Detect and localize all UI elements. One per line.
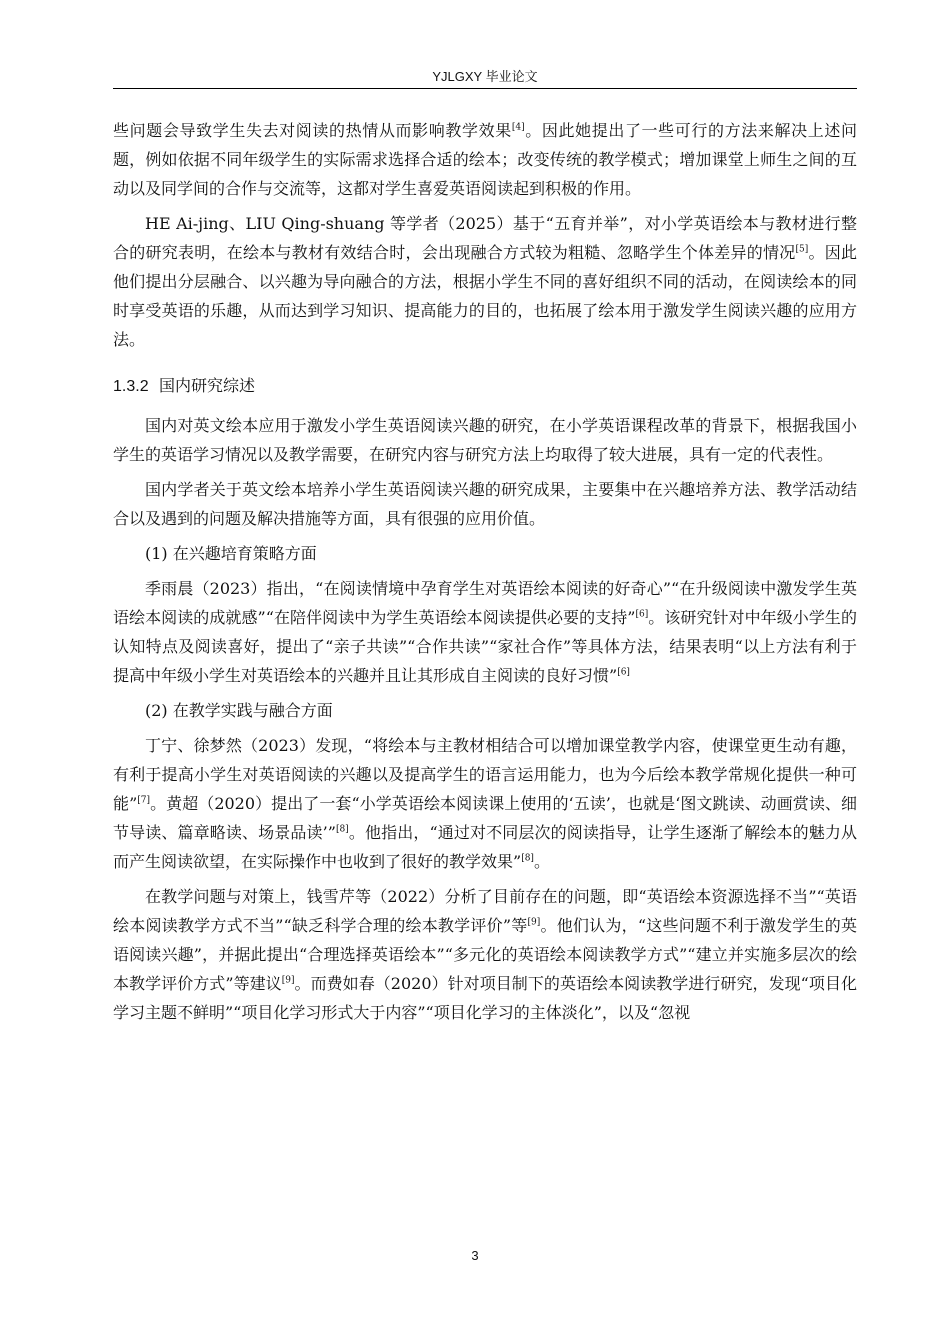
citation-ref: [8] xyxy=(521,853,534,864)
paragraph-text: 国内学者关于英文绘本培养小学生英语阅读兴趣的研究成果，主要集中在兴趣培养方法、教学活动结合以及遇到的问题及解决措施等方面，具有很强的应用价值。 xyxy=(113,480,857,528)
citation-ref: [9] xyxy=(527,917,541,928)
header-divider xyxy=(113,88,857,89)
citation-ref: [9] xyxy=(281,975,295,986)
paragraph-text: (2) 在教学实践与融合方面 xyxy=(145,701,333,720)
citation-ref: [7] xyxy=(137,795,150,806)
intro-paragraphs xyxy=(113,116,857,354)
paragraph-text: 在教学问题与对策上，钱雪芹等（2022）分析了目前存在的问题，即“英语绘本资源选择不当”“英语绘本阅读教学方式不当”“缺乏科学合理的绘本教学评价”等 xyxy=(113,887,857,935)
paragraph-text: 丁宁、徐梦然（2023）发现，“将绘本与主教材相结合可以增加课堂教学内容，使课堂更生动有趣，有利于提高小学生对英语阅读的兴趣以及提高学生的语言运用能力，也为今后绘本教学常规化提供一种可能” xyxy=(113,736,857,813)
paragraph-p5 xyxy=(113,539,857,568)
paragraph-text: 。黄超（2020）提出了一套“小学英语绘本阅读课上使用的‘五读’，也就是‘图文跳读、动画赏读、细节导读、篇章略读、场景品读’” xyxy=(113,794,857,842)
section-number: 1.3.2 xyxy=(113,378,149,395)
section-title: 国内研究综述 xyxy=(159,378,256,395)
paragraph-text: 。因此她提出了一些可行的方法来解决上述问题，例如依据不同年级学生的实际需求选择合适的绘本；改变传统的教学模式；增加课堂上师生之间的互动以及同学间的合作与交流等，这都对学生喜爱英语阅读起到积极的作用。 xyxy=(113,121,857,198)
paragraph-text: 。该研究针对中年级小学生的认知特点及阅读喜好，提出了“亲子共读”“合作共读”“家社合作”等具体方法，结果表明“以上方法有利于提高中年级小学生对英语绘本的兴趣并且让其形成自主阅读的良好习惯” xyxy=(113,608,857,685)
paragraph-text: 。而费如春（2020）针对项目制下的英语绘本阅读教学进行研究，发现“项目化学习主题不鲜明”“项目化学习形式大于内容”“项目化学习的主体淡化”，以及“忽视 xyxy=(113,974,857,1022)
paragraph-text: 国内对英文绘本应用于激发小学生英语阅读兴趣的研究，在小学英语课程改革的背景下，根据我国小学生的英语学习情况以及教学需要，在研究内容与研究方法上均取得了较大进展，具有一定的代表性。 xyxy=(113,416,857,464)
page-body xyxy=(113,116,857,1033)
section-heading xyxy=(113,372,857,401)
citation-ref: [6] xyxy=(617,667,630,678)
paragraph-text: 。他们认为，“这些问题不利于激发学生的英语阅读兴趣”，并据此提出“合理选择英语绘本”“多元化的英语绘本阅读教学方式”“建立并实施多层次的绘本教学评价方式”等建议 xyxy=(113,916,857,993)
paragraph-p9 xyxy=(113,882,857,1027)
paragraph-p8 xyxy=(113,731,857,876)
paragraph-p4 xyxy=(113,475,857,533)
citation-ref: [4] xyxy=(511,122,525,133)
paragraph-p2 xyxy=(113,209,857,354)
running-header: YJLGXY 毕业论文 xyxy=(432,69,538,84)
paragraph-p1 xyxy=(113,116,857,203)
paragraph-text: 。 xyxy=(533,852,550,871)
review-paragraphs xyxy=(113,411,857,1027)
citation-ref: [5] xyxy=(795,244,809,255)
citation-ref: [8] xyxy=(335,824,349,835)
paragraph-text: (1) 在兴趣培育策略方面 xyxy=(145,544,317,563)
page-number: 3 xyxy=(471,1248,479,1263)
paragraph-text: HE Ai-jing、LIU Qing-shuang 等学者（2025）基于“五育并举”，对小学英语绘本与教材进行整合的研究表明，在绘本与教材有效结合时，会出现融合方式较为粗糙、忽略学生个体差异的情况 xyxy=(113,214,857,262)
citation-ref: [6] xyxy=(635,609,649,620)
paragraph-text: 。因此他们提出分层融合、以兴趣为导向融合的方法，根据小学生不同的喜好组织不同的活动，在阅读绘本的同时享受英语的乐趣，从而达到学习知识、提高能力的目的，也拓展了绘本用于激发学生阅读兴趣的应用方法。 xyxy=(113,243,857,349)
paragraph-p7 xyxy=(113,696,857,725)
paragraph-text: 。他指出，“通过对不同层次的阅读指导，让学生逐渐了解绘本的魅力从而产生阅读欲望，在实际操作中也收到了很好的教学效果” xyxy=(113,823,857,871)
paragraph-text: 季雨晨（2023）指出，“在阅读情境中孕育学生对英语绘本阅读的好奇心”“在升级阅读中激发学生英语绘本阅读的成就感”“在陪伴阅读中为学生英语绘本阅读提供必要的支持” xyxy=(113,579,857,627)
paragraph-p6 xyxy=(113,574,857,690)
paragraph-text: 些问题会导致学生失去对阅读的热情从而影响教学效果 xyxy=(113,121,512,140)
paragraph-p3 xyxy=(113,411,857,469)
